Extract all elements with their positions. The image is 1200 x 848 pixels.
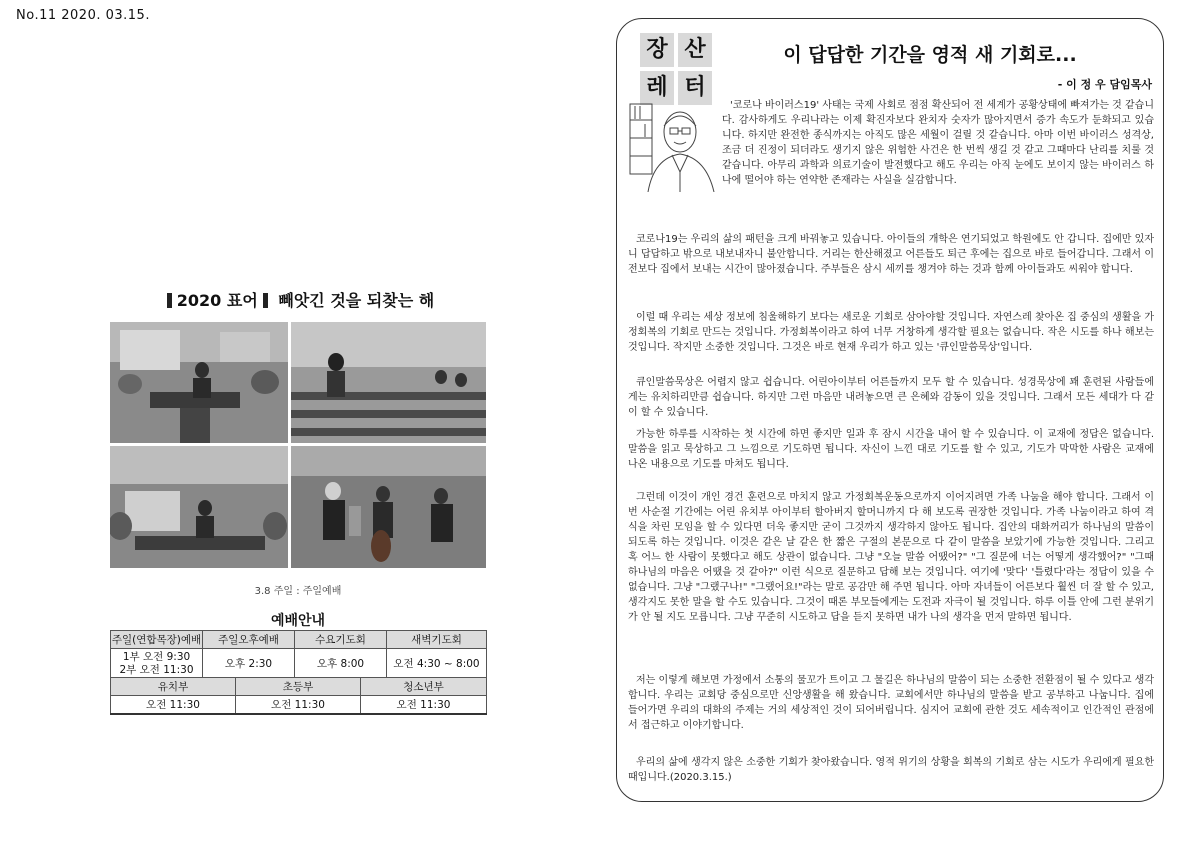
letter-paragraph: '코로나 바이러스19' 사태는 국제 사회로 점점 확산되어 전 세계가 공황상태에 빠져가는 것 같습니다. 감사하게도 우리나라는 이제 확진자보다 완치자 숫자가 많아지면서 증가 속도가 둔화되고 있습니다. 하지만 완전한 종식까지는 아직도 많은 세월이 걸릴 것 같습니다. 아마 이번 바이러스 성격상, 조금 더 진정이 되더라도 생기지 않은 위험한 사건은 한 번씩 생길 것 같고 그때마다 난리를 치룰 것 같습니다. 아무리 과학과 의료기술이 발전했다고 해도 우리는 아직 눈에도 보이지 않는 바이러스 하나에 떨어야 하는 연약한 존재라는 사실을 실감합니다. (722, 100, 1154, 186)
photo-pulpit (110, 322, 288, 443)
school-time-row (111, 696, 487, 715)
header-sunday-afternoon: 주일오후예배 (203, 631, 295, 649)
letter-paragraph: 그런데 이것이 개인 경건 훈련으로 마치지 않고 가정회복운동으로까지 이어지려면 가족 나눔을 해야 합니다. 그래서 이번 사순절 기간에는 어린 유치부 아이부터 할아버지 할머니까지 다 해 보도록 권장한 것입니다. 가족 나눔이라고 하여 격식을 차린 모임을 할 수 있다면 더욱 좋지만 굳이 그것까지 생각하지 않아도 됩니다. 집안의 대화꺼리가 하나님의 말씀이 되도록 하는 것입니다. 이것은 같은 날 같은 한 짧은 구절의 본문으로 다 같이 말씀을 보았기에 가능한 것입니다. 그리고 혹 어느 한 사람이 못했다고 해도 상관이 없습니다. 그냥 "오늘 말씀 어땠어?" "그 질문에 너는 어떻게 생각했어?" "그때 하나님의 마음은 어땠을 것 같아?" 이런 식으로 질문하고 답해 보는 것입니다. 여기에 '맞다' '틀렸다'라는 정답이 있을 수 없습니다. 그냥 "그랬구나!" "그랬어요!"라는 말로 공감만 해 주면 됩니다. 아마 자녀들이 어른보다 훨씬 더 잘 할 수 있고, 생각지도 못한 말을 할 수도 있습니다. 그것이 때론 부모들에게는 도전과 자극이 될 것입니다. 하루 이틀 안에 그런 분위기가 안 될 지도 모릅니다. 그냥 꾸준히 시도하고 답을 듣지 못하면 내가 나의 생각을 먼저 말하면 됩니다. (628, 492, 1154, 623)
time-dawn: 오전 4:30 ~ 8:00 (387, 649, 487, 680)
badge-char: 터 (678, 71, 712, 105)
letter-paragraph: 이럴 때 우리는 세상 정보에 침울해하기 보다는 새로운 기회로 삼아야할 것입니다. 자연스레 찾아온 집 중심의 생활을 가정회복의 기회로 만드는 것입니다. 가정회복이라고 하여 너무 거창하게 생각할 필요는 없습니다. 작은 시도를 하나 해보는 것입니다. 작지만 소중한 것입니다. 그것은 바로 현재 우리가 하고 있는 '큐인말씀묵상'입니다. (628, 312, 1154, 353)
school-header-row (111, 678, 487, 696)
schedule-time-row (111, 649, 487, 680)
time-sunday-first: 1부 오전 9:30 (122, 651, 191, 663)
photo-altar (110, 446, 288, 568)
time-youth: 오전 11:30 (361, 696, 487, 715)
worship-schedule-table (110, 630, 487, 680)
letter-paragraph: 코로나19는 우리의 삶의 패턴을 크게 바꿔놓고 있습니다. 아이들의 개학은 연기되었고 학원에도 안 갑니다. 집에만 있자니 답답하고 밖으로 내보내자니 불안합니다. 거리는 한산해졌고 어른들도 퇴근 후에는 집으로 바로 들어갑니다. 그래서 이전보다 집에서 보내는 시간이 많아졌습니다. 주부들은 삼시 세끼를 챙겨야 하는 것과 함께 아이들과도 씨워야 합니다. (628, 234, 1154, 275)
letter-title: 이 답답한 기간을 영적 새 기회로... (783, 44, 1077, 66)
photo-congregation (291, 322, 486, 443)
letter-badge (640, 33, 712, 105)
header-wednesday: 수요기도회 (295, 631, 387, 649)
worship-guide-title: 예배안내 (270, 613, 326, 629)
motto-bullet-icon (263, 293, 268, 308)
letter-paragraph: 저는 이렇게 해보면 가정에서 소통의 물꼬가 트이고 그 물길은 하나님의 말씀이 되는 소중한 전환점이 될 수 있다고 생각합니다. 우리는 교회당 중심으로만 신앙생활을 해 왔습니다. 교회에서만 하나님의 말씀을 받고 공부하고 나눕니다. 집에 들어가면 우리의 대화의 주제는 거의 세상적인 것이 되어버립니다. 심지어 교회에 관한 것도 세속적이고 인간적인 관점에서 접근하고 이야기합니다. (628, 675, 1154, 731)
photo-caption: 3.8 주일 : 주일예배 (254, 586, 342, 597)
header-youth: 청소년부 (361, 678, 487, 696)
motto-text: 빼앗긴 것을 되찾는 해 (278, 291, 435, 310)
time-sunday-second: 2부 오전 11:30 (119, 664, 194, 676)
motto-bullet-icon (167, 293, 172, 308)
header-sunday: 주일(연합목장)예배 (111, 631, 203, 649)
letter-paragraph: 가능한 하루를 시작하는 첫 시간에 하면 좋지만 일과 후 잠시 시간을 내어 할 수 있습니다. 이 교재에 정답은 없습니다. 말씀을 읽고 묵상하고 그 느낌으로 기도하면 됩니다. 자신이 느낀 대로 기도를 할 수 있고, 기도가 막막한 사람은 교재에 나온 내용으로 기도를 마쳐도 됩니다. (628, 429, 1154, 470)
time-kindergarten: 오전 11:30 (111, 696, 236, 715)
letter-author: - 이 정 우 담임목사 (1057, 78, 1152, 91)
schedule-header-row (111, 631, 487, 649)
issue-number: No.11 2020. 03.15. (16, 8, 150, 23)
header-dawn: 새벽기도회 (387, 631, 487, 649)
time-sunday (111, 649, 203, 680)
time-wednesday: 오후 8:00 (295, 649, 387, 680)
badge-char: 산 (678, 33, 712, 67)
photo-musicians (291, 446, 486, 568)
annual-motto (110, 288, 486, 311)
letter-paragraph: 큐인말씀묵상은 어렵지 않고 쉽습니다. 어린아이부터 어른들까지 모두 할 수 있습니다. 성경묵상에 꽤 훈련된 사람들에게는 유치하리만큼 쉽습니다. 하지만 그런 마음만 내려놓으면 큰 은혜와 감동이 있을 것입니다. 그래서 모든 세대가 다 같이 할 수 있습니다. (628, 377, 1154, 418)
header-kindergarten: 유치부 (111, 678, 236, 696)
badge-char: 장 (640, 33, 674, 67)
time-elementary: 오전 11:30 (236, 696, 361, 715)
time-sunday-afternoon: 오후 2:30 (203, 649, 295, 680)
worship-photos (110, 322, 486, 568)
motto-label: 2020 표어 (176, 291, 258, 310)
badge-char: 레 (640, 71, 674, 105)
header-elementary: 초등부 (236, 678, 361, 696)
letter-paragraph: 우리의 삶에 생각지 않은 소중한 기회가 찾아왔습니다. 영적 위기의 상황을 회복의 기회로 삼는 시도가 우리에게 필요한 때입니다.(2020.3.15.) (628, 757, 1154, 783)
pastor-portrait-sketch (628, 100, 716, 192)
school-schedule-table (110, 677, 487, 715)
